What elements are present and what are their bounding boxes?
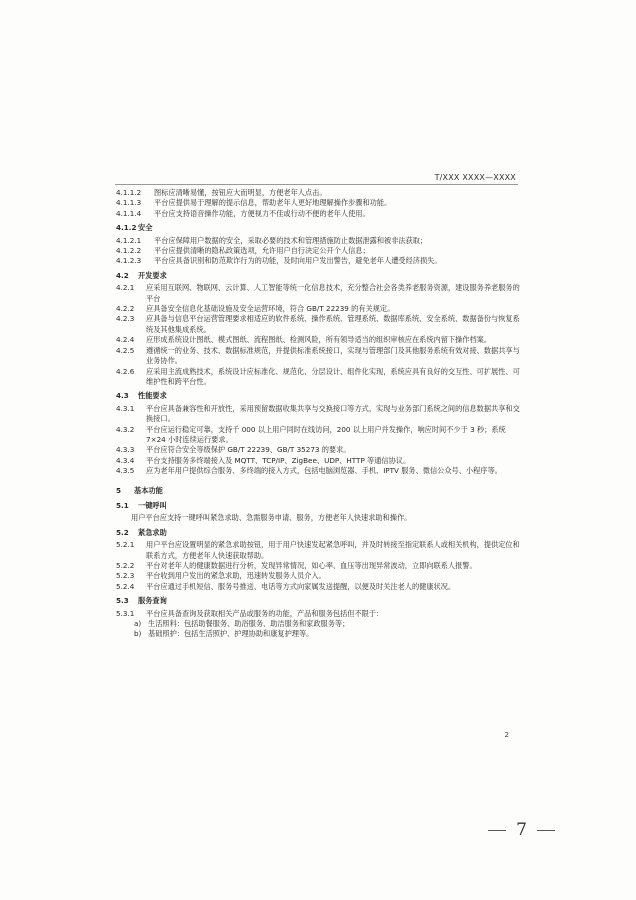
list-item [116,619,520,629]
clause-number: 4.2.1 [116,283,135,293]
clause [116,256,520,266]
clause-text: 应采用互联网、物联网、云计算、人工智能等统一化信息技术，充分整合社会各类养老服务资源，建设服务养老服务的平台 [146,283,520,303]
clause [116,445,520,455]
clause [116,346,520,367]
clause [116,198,520,208]
clause-text: 平台应具备识别和防范欺诈行为的功能，及时向用户发出警告，避免老年人遭受经济损失。 [154,256,442,266]
clause [116,304,520,314]
clause-heading [116,528,520,538]
clause-number: 4.1.2.2 [116,246,142,256]
clause-number: 4.3.4 [116,455,135,465]
clause-text: 平台支持服务多终端接入及 MQTT、TCP/IP、ZigBee、UDP、HTTP 等通信协议。 [146,455,411,465]
clause-number: 5.2.4 [116,581,135,591]
clause-heading [116,596,520,606]
clause-number: 4.3.2 [116,424,135,434]
clause-text: 服务查询 [138,596,167,606]
clause-number: 4.1.1.2 [116,188,142,197]
clause-heading [116,391,520,401]
page-number-small: 2 [504,731,509,739]
clause-text: 平台应支持语音操作功能，方便视力不佳或行动不便的老年人使用。 [154,208,370,218]
page-number-footer [488,820,555,840]
clause-text: 平台应提供易于理解的提示信息，帮助老年人更好地理解操作步骤和功能。 [154,198,392,208]
clause-text: 应为老年用户提供综合服务、多终端的接入方式，包括电脑浏览器、手机、IPTV 服务、微信公众号、小程序等。 [146,466,502,476]
clause-number: 5.3.1 [116,608,135,618]
clause [116,561,520,571]
clause-number: 4.1.1.4 [116,208,142,218]
clause [116,283,520,304]
clause-heading [116,223,520,233]
clause [116,236,520,246]
list-item-text: 基础照护：包括生活照护、护理协助和康复护理等。 [148,629,314,639]
clause-text: 应形成系统设计图纸、模式图纸、流程图纸、检测风险，所有领导适当的组织审核应在系统内留下操作档案。 [146,335,492,345]
page-number-large: 7 [516,820,527,840]
clause-number: 4.3.5 [116,466,135,476]
clause [116,188,520,198]
clause-text: 平台应符合安全等级保护 GB/T 22239、GB/T 35273 的要求。 [146,445,351,455]
clause-number: 5.2.2 [116,561,135,570]
clause-number: 4.1.2.1 [116,235,142,245]
clause-text: 应具备与信息平台运营管理要求相适应的软件系统、操作系统、管理系统、数据库系统、安全系统、数据备份与恢复系统及其他集成系统。 [146,314,520,334]
clause-number: 4.1.2 [116,223,137,233]
clause-number: 5.2 [116,527,129,537]
clause [116,209,520,219]
document-body [116,188,520,640]
clause-text: 性能要求 [138,391,167,401]
clause-text: 图标应清晰易懂，按钮应大而明显，方便老年人点击。 [154,188,327,197]
clause-text: 基本功能 [134,485,163,495]
clause-number: 4.1.1.3 [116,198,142,208]
clause-text: 平台对老年人的健康数据进行分析，发现异常情况，如心率、血压等出现异常波动，立即向联系人报警。 [146,561,477,570]
section-heading [116,486,520,496]
clause-text: 平台应保障用户数据的安全，采取必要的技术和管理措施防止数据泄露和被非法获取； [154,235,428,245]
list-item [116,629,520,639]
list-item-text: 生活照料：包括助餐服务、助浴服务、助洁服务和家政服务等； [148,619,350,629]
clause [116,466,520,476]
clause-text: 平台应具备兼容性和开放性，采用预留数据收集共享与交换接口等方式，实现与业务部门系统之间的信息数据共享和交换接口。 [146,403,520,424]
clause [116,335,520,345]
clause [116,609,520,619]
clause [116,540,520,561]
clause-text: 平台应通过手机短信、服务号推送、电话等方式向家属发送提醒，以便及时关注老人的健康状况。 [146,581,456,591]
clause [116,367,520,388]
clause [116,246,520,256]
clause [116,582,520,592]
clause-number: 4.2.3 [116,314,135,324]
clause-text: 开发要求 [138,270,167,280]
clause-text: 应采用主流成熟技术，系统设计应标准化、规范化、分层设计、组件化实现，系统应具有良好的交互性、可扩展性、可维护性和跨平台性。 [146,366,520,386]
clause-number: 4.3.3 [116,445,135,455]
clause-number: 5.2.3 [116,571,135,581]
clause-number: 5 [116,485,122,495]
paragraph: 用户平台应支持一键呼叫紧急求助、急需服务申请、服务，方便老年人快速求助和操作。 [131,513,412,523]
clause-number: 4.2.4 [116,335,135,345]
header-rule [115,184,518,185]
clause-number: 4.2.5 [116,345,135,355]
list-item-label: b) [134,629,142,639]
clause-number: 5.1 [116,500,129,510]
clause-text: 紧急求助 [138,527,167,537]
clause-text: 遵循统一的业务、技术、数据标准规范，并提供标准系统接口，实现与管理部门及其他服务系统有效对接、数据共享与业务协作。 [146,345,520,366]
clause-text: 安全 [138,223,153,233]
clause-number: 5.2.1 [116,540,135,550]
list-item-label: a) [134,619,142,629]
clause-text: 平台收到用户发出的紧急求助，迅速转发服务人员介入。 [146,571,326,581]
clause-heading [116,501,520,511]
clause-text: 应具备安全信息化基础设施及安全运营环境，符合 GB/T 22239 的有关规定。 [146,304,395,314]
footer-dash-left [488,830,506,831]
clause-number: 4.3 [116,391,129,401]
clause-text: 一键呼叫 [138,500,167,510]
clause [116,456,520,466]
clause-text: 平台应提供清晰的隐私政策选项，允许用户自行决定公开个人信息； [154,246,370,256]
footer-dash-right [537,830,555,831]
clause-number: 4.2 [116,270,129,280]
clause-number: 4.2.2 [116,304,135,314]
clause-text: 平台应具备查询及获取相关产品或服务的功能，产品和服务包括但不限于： [146,608,384,618]
clause-text: 用户平台应设置明显的紧急求助按钮，用于用户快速发起紧急呼叫，并及时转接至指定联系人或相关机构，提供定位和联系方式，方便老年人快速获取帮助。 [146,540,520,560]
clause-number: 5.3 [116,596,129,606]
clause [116,314,520,335]
clause-text: 平台应运行稳定可靠，支持千 000 以上用户同时在线访问，200 以上用户并发操作，响应时间不少于 3 秒；系统 7×24 小时连续运行要求。 [146,424,506,444]
clause-number: 4.3.1 [116,403,135,413]
clause-number: 4.2.6 [116,366,135,376]
standard-code: T/XXX XXXX—XXXX [434,173,516,182]
clause [116,404,520,425]
clause-heading [116,271,520,281]
clause [116,571,520,581]
clause-number: 4.1.2.3 [116,256,142,266]
clause [116,425,520,446]
